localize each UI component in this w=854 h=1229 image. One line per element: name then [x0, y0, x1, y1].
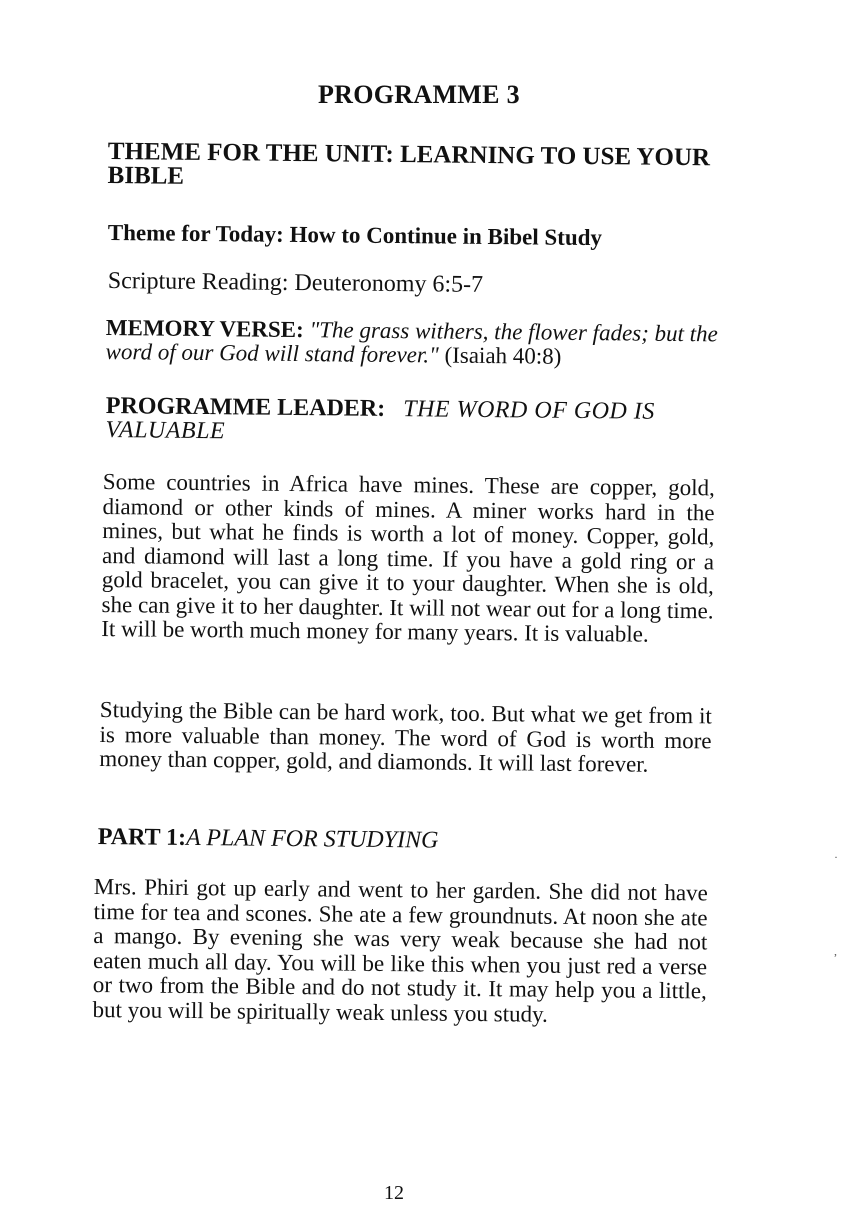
programme-leader	[105, 394, 725, 448]
part-1-title: A PLAN FOR STUDYING	[185, 824, 439, 854]
memory-verse	[105, 316, 725, 370]
scan-speck-mark: ·	[834, 850, 838, 864]
unit-theme-heading: THEME FOR THE UNIT: LEARNING TO USE YOUR BIBLE	[107, 138, 711, 190]
part-1-label: PART 1:	[97, 824, 187, 851]
memory-verse-quote: "The grass withers, the flower fades; but the word of our God will stand forever."	[105, 317, 718, 368]
scan-speck-mark: ,	[834, 944, 837, 958]
paragraph-studying: Studying the Bible can be hard work, too. But what we get from it is more valuable than money. The word of God is worth more money than copper, gold, and diamonds. It will last forever.	[99, 697, 712, 777]
memory-verse-reference: (Isaiah 40:8)	[444, 342, 562, 369]
paragraph-mrs-phiri: Mrs. Phiri got up early and went to her garden. She did not have time for tea and scones. She ate a few groundnuts. At noon she ate a mango. By evening she was very weak because she had not eaten much all day. You will be like this when you just red a verse or two from the Bible and do not study it. It may help you a little, but you will be spiritually weak unless you study.	[92, 874, 708, 1027]
part-1-heading	[98, 824, 439, 855]
today-theme-heading: Theme for Today: How to Continue in Bibel Study	[107, 220, 603, 251]
programme-leader-label: PROGRAMME LEADER:	[105, 393, 386, 422]
paragraph-mines: Some countries in Africa have mines. These are copper, gold, diamond or other kinds of mines. A miner works hard in the mines, but what he finds is worth a lot of money. Copper, gold, and diamond will last a long time. If you have a gold ring or a gold bracelet, you can give it to your daughter. When she is old, she can give it to her daughter. It will not wear out for a long time. It will be worth much money for many years. It is valuable.	[101, 469, 715, 647]
page-number: 12	[384, 1182, 404, 1204]
programme-leader-title: THE WORD OF GOD IS VALUABLE	[105, 396, 655, 445]
scripture-reading: Scripture Reading: Deuteronomy 6:5-7	[107, 268, 484, 298]
memory-verse-label: MEMORY VERSE:	[105, 315, 304, 343]
programme-title: PROGRAMME 3	[318, 80, 520, 109]
